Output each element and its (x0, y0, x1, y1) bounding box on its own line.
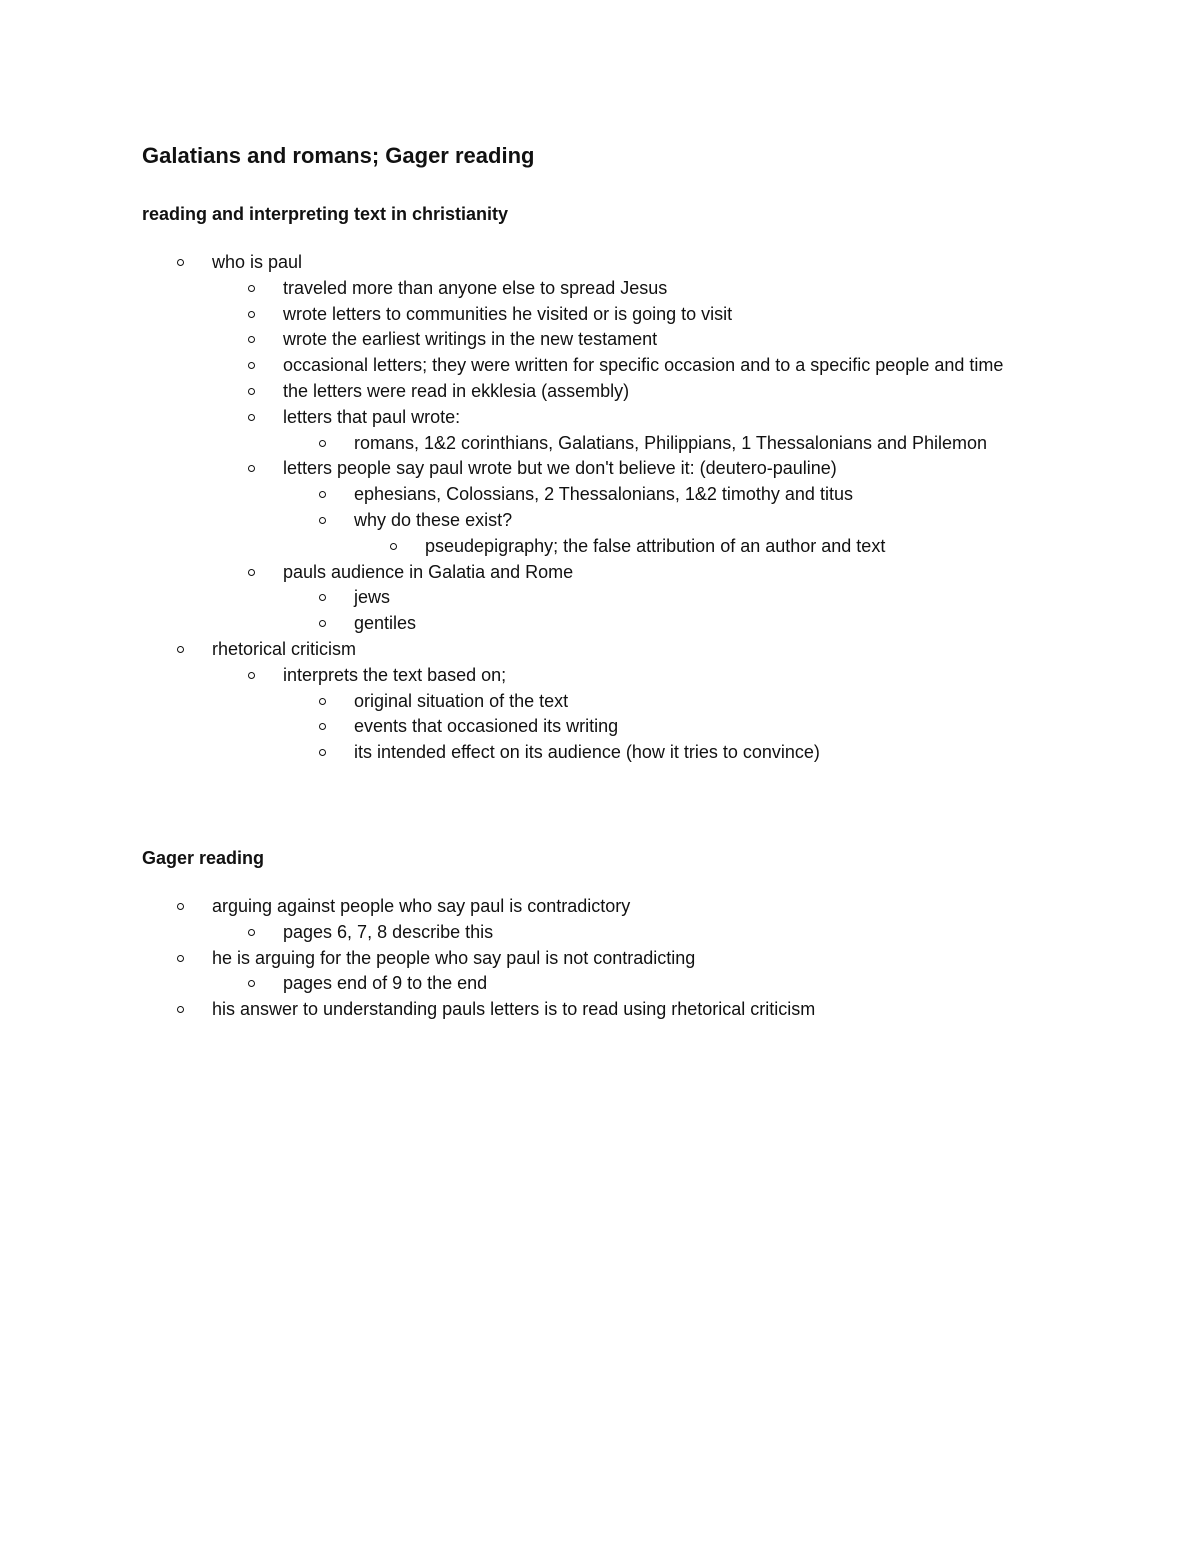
list-item: occasional letters; they were written for specific occasion and to a specific people and time (0, 353, 1043, 379)
hollow-bullet-icon (177, 646, 184, 653)
list-item: his answer to understanding pauls letters is to read using rhetorical criticism (0, 997, 815, 1023)
list-item: original situation of the text (0, 689, 1043, 715)
hollow-bullet-icon (248, 388, 255, 395)
list-item: arguing against people who say paul is contradictory (0, 894, 815, 920)
hollow-bullet-icon (177, 955, 184, 962)
list-item: rhetorical criticism (0, 637, 1043, 663)
list-item: romans, 1&2 corinthians, Galatians, Philippians, 1 Thessalonians and Philemon (0, 431, 1043, 457)
list-item: letters people say paul wrote but we don't believe it: (deutero-pauline) (0, 456, 1043, 482)
list-item: interprets the text based on; (0, 663, 1043, 689)
hollow-bullet-icon (248, 465, 255, 472)
list-item: pseudepigraphy; the false attribution of an author and text (0, 534, 1043, 560)
hollow-bullet-icon (248, 569, 255, 576)
hollow-bullet-icon (319, 749, 326, 756)
list-item: ephesians, Colossians, 2 Thessalonians, 1&2 timothy and titus (0, 482, 1043, 508)
hollow-bullet-icon (248, 336, 255, 343)
hollow-bullet-icon (177, 259, 184, 266)
list-item: wrote letters to communities he visited or is going to visit (0, 302, 1043, 328)
list-item: its intended effect on its audience (how it tries to convince) (0, 740, 1043, 766)
hollow-bullet-icon (319, 594, 326, 601)
hollow-bullet-icon (248, 362, 255, 369)
hollow-bullet-icon (248, 311, 255, 318)
list-item: pages end of 9 to the end (0, 971, 815, 997)
hollow-bullet-icon (248, 285, 255, 292)
hollow-bullet-icon (248, 414, 255, 421)
hollow-bullet-icon (248, 672, 255, 679)
list-item: wrote the earliest writings in the new testament (0, 327, 1043, 353)
hollow-bullet-icon (319, 620, 326, 627)
list-item: pages 6, 7, 8 describe this (0, 920, 815, 946)
section-heading-gager-reading: Gager reading (142, 848, 265, 868)
list-item: jews (0, 585, 1043, 611)
list-item: gentiles (0, 611, 1043, 637)
section-list-gager-reading (0, 894, 815, 1023)
hollow-bullet-icon (390, 543, 397, 550)
document-title: Galatians and romans; Gager reading (142, 143, 535, 168)
hollow-bullet-icon (319, 440, 326, 447)
list-item: why do these exist? (0, 508, 1043, 534)
section-list-reading-interpreting (0, 250, 1043, 766)
hollow-bullet-icon (319, 723, 326, 730)
list-item: pauls audience in Galatia and Rome (0, 560, 1043, 586)
hollow-bullet-icon (248, 980, 255, 987)
list-item: traveled more than anyone else to spread Jesus (0, 276, 1043, 302)
hollow-bullet-icon (177, 903, 184, 910)
hollow-bullet-icon (319, 491, 326, 498)
list-item: who is paul (0, 250, 1043, 276)
hollow-bullet-icon (248, 929, 255, 936)
hollow-bullet-icon (319, 517, 326, 524)
hollow-bullet-icon (177, 1006, 184, 1013)
section-heading-reading-interpreting: reading and interpreting text in christianity (142, 204, 509, 224)
hollow-bullet-icon (319, 698, 326, 705)
list-item: letters that paul wrote: (0, 405, 1043, 431)
list-item: he is arguing for the people who say paul is not contradicting (0, 946, 815, 972)
list-item: events that occasioned its writing (0, 714, 1043, 740)
list-item: the letters were read in ekklesia (assembly) (0, 379, 1043, 405)
